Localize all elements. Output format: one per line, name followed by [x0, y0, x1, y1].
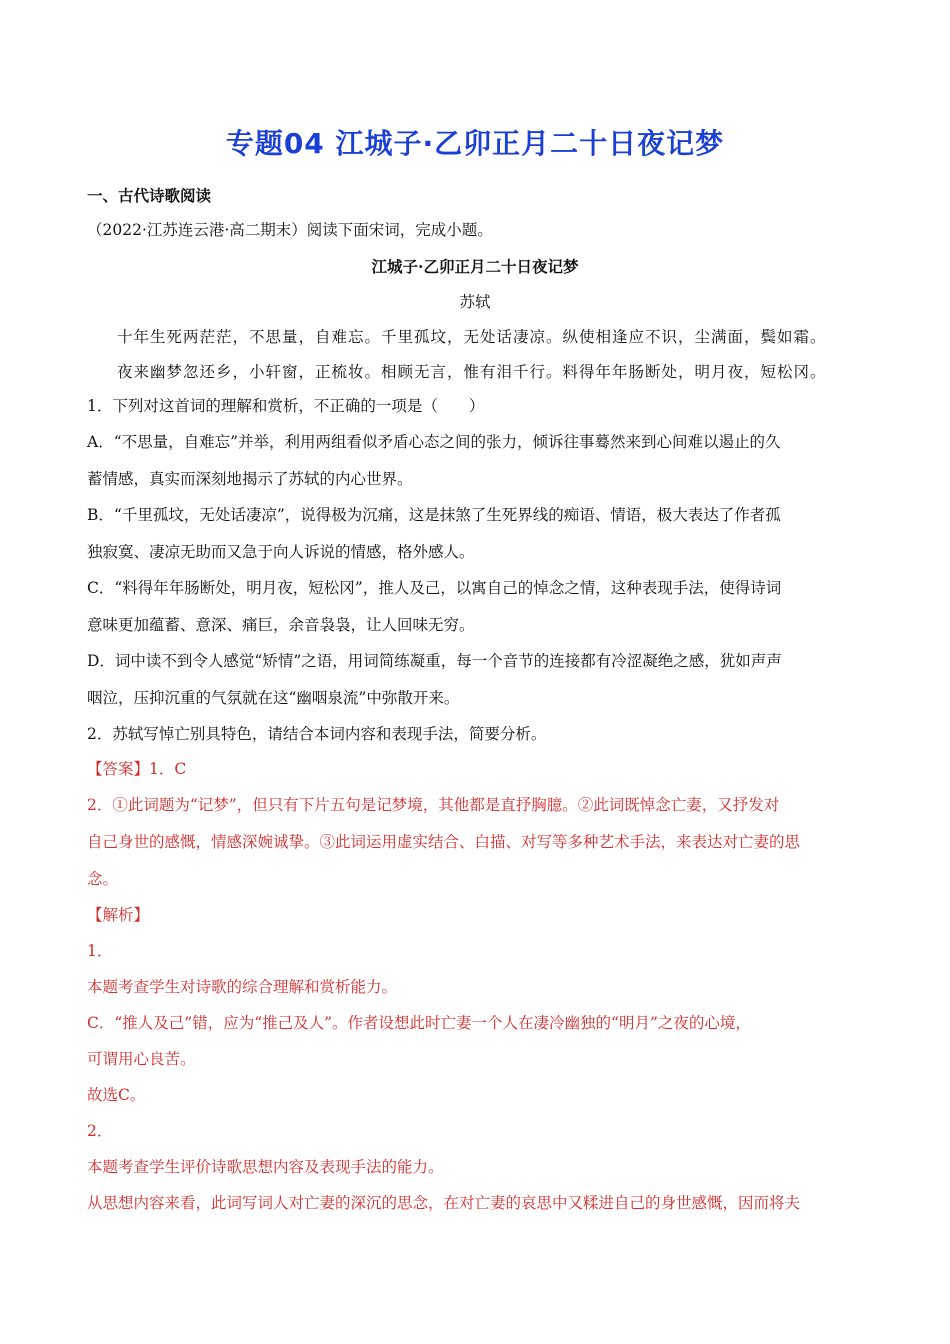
analysis-q2-number: 2．: [87, 1122, 113, 1140]
answer-label: 【答案】1．C: [87, 760, 187, 778]
section-heading: 一、古代诗歌阅读: [87, 186, 212, 205]
option-c-line: 意味更加蕴蓄、意深、痛巨，余音袅袅，让人回味无穷。: [87, 616, 475, 634]
option-c-line: C．“料得年年肠断处，明月夜，短松冈”，推人及己，以寓自己的悼念之情，这种表现手法，使得诗词: [87, 579, 782, 597]
analysis-q1-intro: 本题考查学生对诗歌的综合理解和赏析能力。: [87, 978, 398, 996]
option-b-line: 独寂寞、凄凉无助而又急于向人诉说的情感，格外感人。: [87, 543, 475, 561]
source-line: （2022·江苏连云港·高二期末）阅读下面宋词，完成小题。: [87, 221, 493, 239]
analysis-q2-line: 从思想内容来看，此词写词人对亡妻的深沉的思念，在对亡妻的哀思中又糅进自己的身世感慨，因而将夫: [87, 1194, 801, 1212]
question-2-stem: 2．苏轼写悼亡别具特色，请结合本词内容和表现手法，简要分析。: [87, 725, 547, 743]
answer-q2-line: 念。: [87, 870, 119, 888]
analysis-q1-line: 可谓用心良苦。: [87, 1050, 196, 1068]
option-a-line: 蓄情感，真实而深刻地揭示了苏轼的内心世界。: [87, 470, 413, 488]
analysis-q1-line: C．“推人及己”错，应为“推己及人”。作者设想此时亡妻一个人在凄冷幽独的“明月”之夜的心境，: [87, 1014, 751, 1032]
analysis-label: 【解析】: [87, 906, 150, 924]
question-1-stem: 1．下列对这首词的理解和赏析，不正确的一项是（ ）: [87, 397, 485, 415]
page-title: 专题04 江城子·乙卯正月二十日夜记梦: [225, 127, 725, 160]
analysis-q1-conclusion: 故选C。: [87, 1086, 146, 1104]
answer-q2-line: 自己身世的感慨，情感深婉诚挚。③此词运用虚实结合、白描、对写等多种艺术手法，来表达对亡妻的思: [87, 833, 801, 851]
option-b-line: B．“千里孤坟，无处话凄凉”，说得极为沉痛，这是抹煞了生死界线的痴语、情语，极大表达了作者孤: [87, 506, 781, 524]
answer-q2-line: 2．①此词题为“记梦”，但只有下片五句是记梦境，其他都是直抒胸臆。②此词既悼念亡妻，又抒发对: [87, 796, 780, 814]
option-d-line: 咽泣，压抑沉重的气氛就在这“幽咽泉流”中弥散开来。: [87, 689, 460, 707]
poem-author: 苏轼: [459, 293, 491, 311]
analysis-q2-intro: 本题考查学生评价诗歌思想内容及表现手法的能力。: [87, 1158, 444, 1176]
poem-title: 江城子·乙卯正月二十日夜记梦: [371, 257, 579, 276]
analysis-q1-number: 1．: [87, 942, 113, 960]
option-a-line: A．“不思量，自难忘”并举，利用两组看似矛盾心态之间的张力，倾诉往事蓦然来到心间难以遏止的久: [87, 433, 781, 451]
poem-line: 十年生死两茫茫，不思量，自难忘。千里孤坟，无处话凄凉。纵使相逢应不识，尘满面，鬓如霜。: [117, 328, 827, 346]
option-d-line: D．词中读不到令人感觉“矫情”之语，用词简练凝重，每一个音节的连接都有冷涩凝绝之感，犹如声声: [87, 652, 782, 670]
poem-line: 夜来幽梦忽还乡，小轩窗，正梳妆。相顾无言，惟有泪千行。料得年年肠断处，明月夜，短松冈。: [117, 363, 827, 381]
